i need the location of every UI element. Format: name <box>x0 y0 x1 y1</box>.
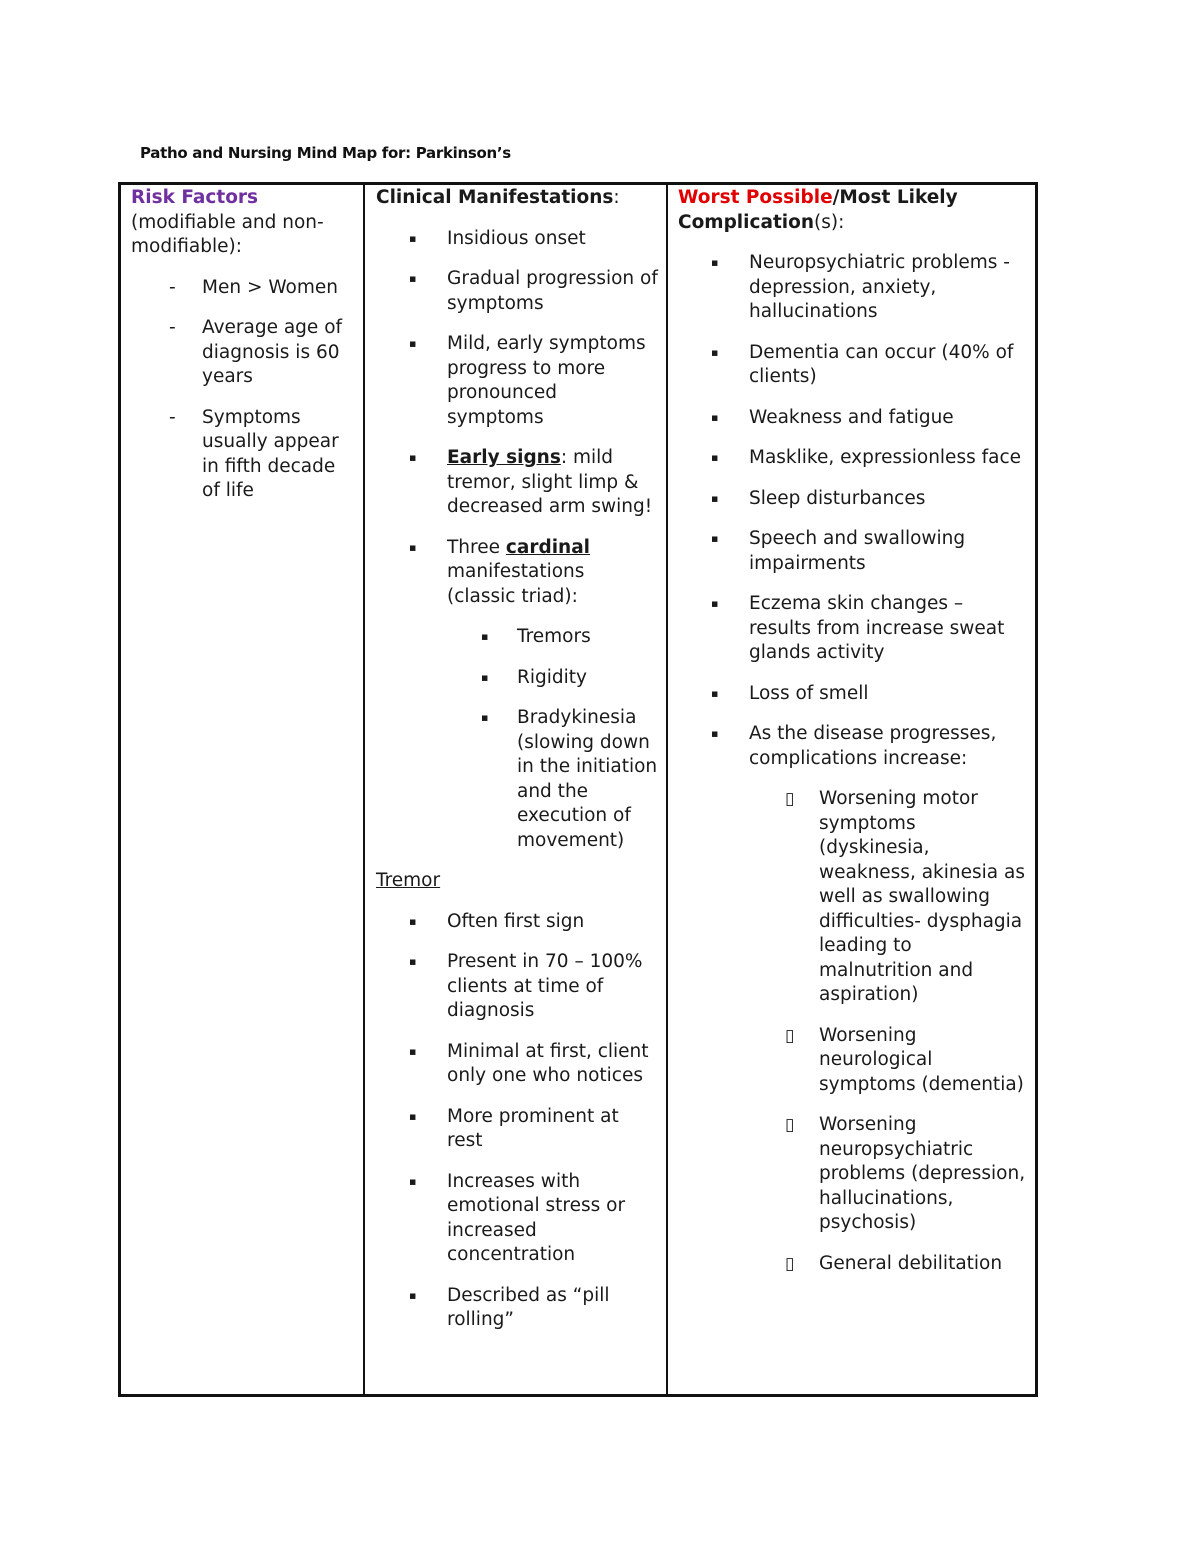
list-item: ▪ Loss of smell <box>678 682 1027 707</box>
cardinal-label: cardinal <box>505 536 591 558</box>
list-item: ▪ Eczema skin changes – results from increase sweat glands activity <box>678 592 1027 666</box>
risk-factors-column <box>121 185 365 1394</box>
clinical-manifestations-heading <box>376 186 658 211</box>
list-item: - Average age of diagnosis is 60 years <box>131 316 355 390</box>
complication-suffix: (s): <box>814 211 845 233</box>
list-item: ▪ Masklike, expressionless face <box>678 446 1027 471</box>
page-title: Patho and Nursing Mind Map for: Parkinson’s <box>140 144 511 162</box>
list-item-cardinal <box>376 536 658 854</box>
list-item: ▪ Rigidity <box>517 666 658 691</box>
list-item: - Men > Women <box>131 276 355 301</box>
tremor-list <box>376 910 658 1333</box>
list-item: ▪ Described as “pill rolling” <box>376 1284 658 1333</box>
list-item: ▯ General debilitation <box>819 1252 1027 1277</box>
list-item: ▯ Worsening neurological symptoms (dementia) <box>819 1024 1027 1098</box>
list-item: ▪ Gradual progression of symptoms <box>376 267 658 316</box>
most-likely-label: /Most Likely <box>832 187 958 208</box>
list-item: ▪ Dementia can occur (40% of clients) <box>678 341 1027 390</box>
progression-intro: As the disease progresses, complications increase: <box>749 723 997 769</box>
list-item: ▯ Worsening motor symptoms (dyskinesia, weakness, akinesia as well as swallowing difficulties- dysphagia leading to malnutrition and aspiration) <box>819 787 1027 1008</box>
list-item: ▪ Minimal at first, client only one who notices <box>376 1040 658 1089</box>
list-item: ▪ Mild, early symptoms progress to more pronounced symptoms <box>376 332 658 430</box>
list-item: ▪ Bradykinesia (slowing down in the initiation and the execution of movement) <box>517 706 658 853</box>
triad-list <box>447 625 658 853</box>
list-item: ▪ Insidious onset <box>376 227 658 252</box>
risk-factors-subheading: (modifiable and non-modifiable): <box>131 211 324 257</box>
list-item: ▯ Worsening neuropsychiatric problems (depression, hallucinations, psychosis) <box>819 1113 1027 1236</box>
risk-factors-heading: Risk Factors <box>131 187 259 208</box>
complication-label: Complication <box>678 211 815 233</box>
early-signs-label: Early signs <box>447 447 561 468</box>
mind-map-table <box>118 182 1038 1397</box>
list-item: ▪ Increases with emotional stress or increased concentration <box>376 1170 658 1268</box>
list-item: ▪ Sleep disturbances <box>678 487 1027 512</box>
list-item-progression <box>678 722 1027 1276</box>
three-suffix: manifestations (classic triad): <box>447 561 585 607</box>
list-item: ▪ Speech and swallowing impairments <box>678 527 1027 576</box>
list-item: ▪ Tremors <box>517 625 658 650</box>
progression-list <box>749 787 1027 1276</box>
clinical-list <box>376 227 658 854</box>
list-item: ▪ Present in 70 – 100% clients at time of diagnosis <box>376 950 658 1024</box>
list-item: - Symptoms usually appear in fifth decade of life <box>131 406 355 504</box>
worst-possible-label: Worst Possible <box>678 187 833 208</box>
clinical-heading-colon: : <box>613 187 620 208</box>
list-item: ▪ Neuropsychiatric problems - depression, anxiety, hallucinations <box>678 251 1027 325</box>
list-item: ▪ Weakness and fatigue <box>678 406 1027 431</box>
list-item: ▪ Often first sign <box>376 910 658 935</box>
three-prefix: Three <box>447 536 506 558</box>
early-signs-text: : mild tremor, slight limp & decreased arm swing! <box>447 447 653 517</box>
clinical-heading-text: Clinical Manifestations <box>376 187 614 208</box>
complications-column <box>668 185 1035 1394</box>
clinical-manifestations-column <box>365 185 668 1394</box>
complications-heading <box>678 186 1027 211</box>
complications-list <box>678 251 1027 1276</box>
tremor-label: Tremor <box>376 870 441 891</box>
risk-factors-list <box>131 276 355 504</box>
list-item-early-signs <box>376 446 658 520</box>
complications-heading-line2 <box>678 211 1027 236</box>
list-item: ▪ More prominent at rest <box>376 1105 658 1154</box>
